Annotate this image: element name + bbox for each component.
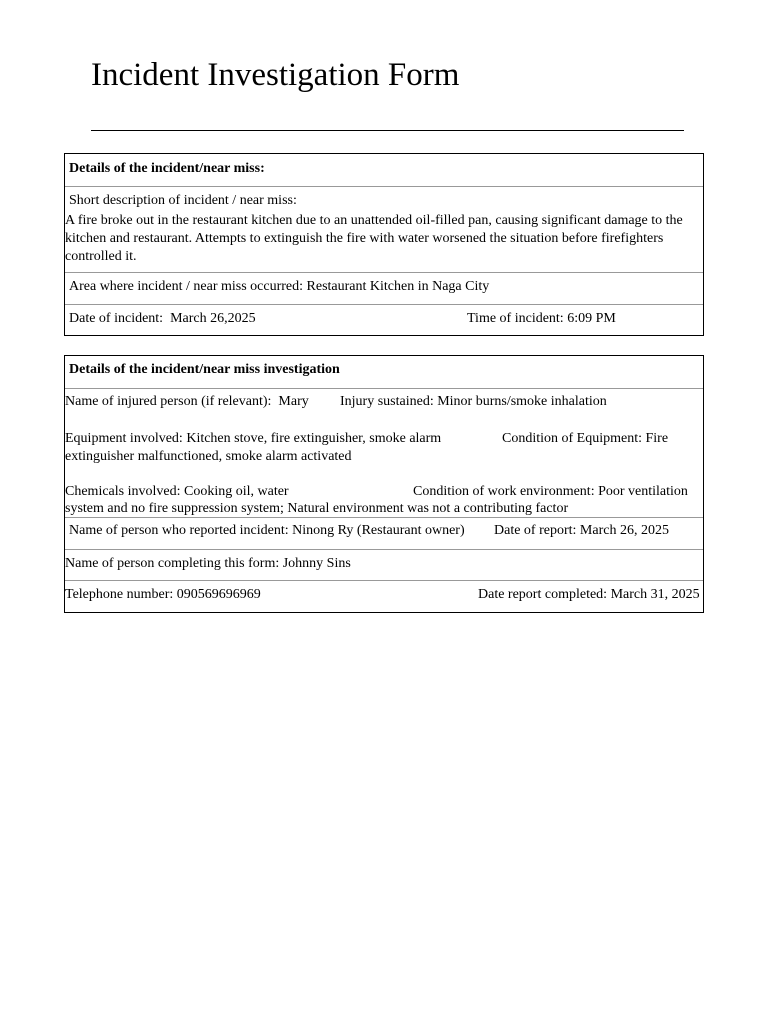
incident-time-field <box>467 310 616 328</box>
incident-time-label: Time of incident: <box>467 311 564 326</box>
equipment-label: Equipment involved: <box>65 431 183 446</box>
completer-field <box>65 555 351 573</box>
title-underline <box>91 130 684 131</box>
completed-date-value: March 31, 2025 <box>610 587 700 602</box>
injured-person-value: Mary <box>278 394 309 409</box>
injury-field <box>340 393 607 411</box>
investigation-details-block <box>65 389 703 518</box>
completed-date-field <box>478 586 700 604</box>
incident-details-heading: Details of the incident/near miss: <box>69 161 265 176</box>
incident-date-field <box>69 310 256 328</box>
completer-row <box>65 550 703 581</box>
equipment-condition-field <box>502 430 668 448</box>
short-description-row <box>65 187 703 273</box>
work-environment-value-line2: system and no fire suppression system; Natural environment was not a contributing factor <box>65 501 569 516</box>
work-environment-field <box>413 483 688 501</box>
equipment-condition-label: Condition of Equipment: <box>502 431 642 446</box>
equipment-condition-value-line2: extinguisher malfunctioned, smoke alarm activated <box>65 449 352 464</box>
investigation-heading: Details of the incident/near miss investigation <box>69 362 340 377</box>
report-date-label: Date of report: <box>494 523 577 538</box>
reporter-value: Ninong Ry (Restaurant owner) <box>292 523 465 538</box>
injured-person-label: Name of injured person (if relevant): <box>65 394 272 409</box>
incident-date-label: Date of incident: <box>69 311 164 326</box>
incident-details-section <box>64 153 704 336</box>
report-date-field <box>494 522 669 540</box>
telephone-label: Telephone number: <box>65 587 174 602</box>
date-time-row <box>65 305 703 335</box>
equipment-value: Kitchen stove, fire extinguisher, smoke alarm <box>186 431 442 446</box>
reporter-row <box>65 518 703 550</box>
area-label: Area where incident / near miss occurred: <box>69 279 304 294</box>
short-description-value: A fire broke out in the restaurant kitchen due to an unattended oil-filled pan, causing significant damage to the kitchen and restaurant. Attempts to extinguish the fire with water worsened the situation before firefighters controlled it. <box>65 213 683 264</box>
completer-value: Johnny Sins <box>282 556 351 571</box>
reporter-field <box>69 522 465 540</box>
form-title: Incident Investigation Form <box>91 57 460 93</box>
completer-label: Name of person completing this form: <box>65 556 280 571</box>
work-environment-value-line1: Poor ventilation <box>598 484 688 499</box>
area-row <box>65 273 703 305</box>
chemicals-label: Chemicals involved: <box>65 484 181 499</box>
chemicals-field <box>65 483 289 501</box>
injury-value: Minor burns/smoke inhalation <box>437 394 607 409</box>
equipment-field <box>65 430 441 448</box>
short-description-label: Short description of incident / near miss: <box>69 193 297 208</box>
incident-date-value: March 26,2025 <box>170 311 256 326</box>
injured-person-field <box>65 393 309 411</box>
injury-label: Injury sustained: <box>340 394 434 409</box>
work-environment-label: Condition of work environment: <box>413 484 595 499</box>
area-value: Restaurant Kitchen in Naga City <box>306 279 490 294</box>
report-date-value: March 26, 2025 <box>579 523 669 538</box>
telephone-row <box>65 581 703 612</box>
incident-details-header-row <box>65 154 703 187</box>
completed-date-label: Date report completed: <box>478 587 608 602</box>
telephone-value: 090569696969 <box>176 587 261 602</box>
equipment-condition-value-line1: Fire <box>645 431 669 446</box>
reporter-label: Name of person who reported incident: <box>69 523 289 538</box>
area-field <box>69 278 489 296</box>
chemicals-value: Cooking oil, water <box>183 484 289 499</box>
investigation-section <box>64 355 704 613</box>
incident-time-value: 6:09 PM <box>567 311 616 326</box>
investigation-header-row <box>65 356 703 389</box>
telephone-field <box>65 586 261 604</box>
